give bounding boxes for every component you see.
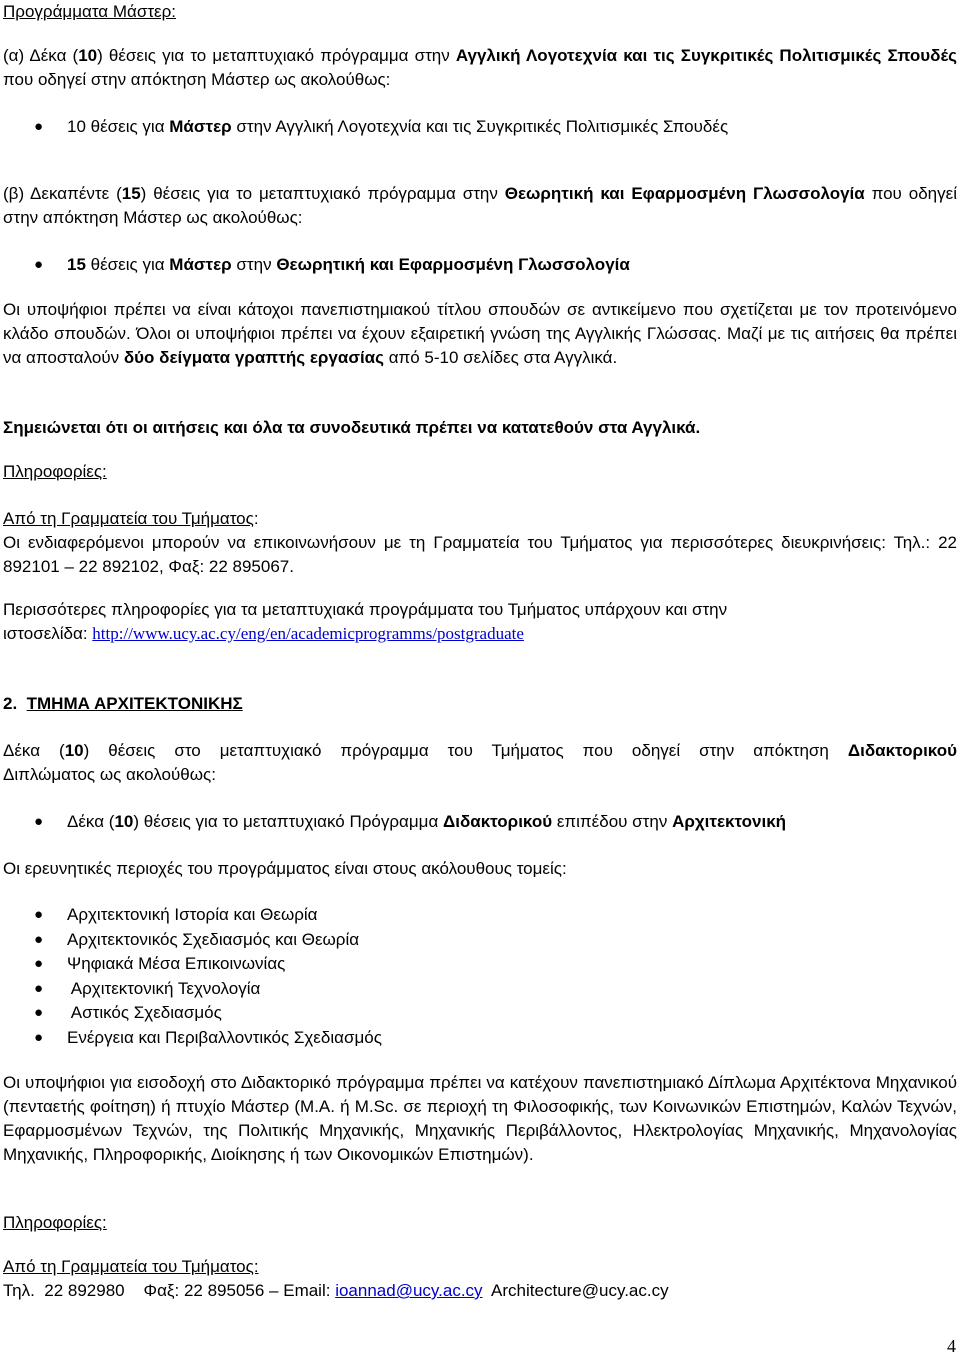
program-b-bullet-text — [67, 253, 630, 277]
requirements-paragraph — [3, 298, 957, 370]
list-item — [3, 903, 957, 928]
bullet-text-part: στην — [231, 255, 277, 274]
bullet-icon: ● — [34, 1004, 44, 1021]
bullet-icon: ● — [34, 906, 44, 923]
section-2-heading: ΤΜΗΜΑ ΑΡΧΙΤΕΚΤΟΝΙΚΗΣ — [26, 694, 243, 713]
secretariat-colon: : — [253, 509, 259, 528]
program-b-text: (β) Δεκαπέντε ( — [3, 184, 122, 203]
eligibility-paragraph: Οι υποψήφιοι για εισοδοχή στο Διδακτορικό πρόγραμμα πρέπει να κατέχουν πανεπιστημιακό Δίπλωμα Αρχιτέκτονα Μηχανικού (πενταετής φοίτηση) ή πτυχίο Μάστερ (Μ.Α. ή M.Sc. σε περιοχή τη Φιλοσοφικής, των Κοινωνικών Επιστημών, Καλών Τεχνών, Εφαρμοσμένων Τεχνών, της Πολιτικής Μηχανικής, Μηχανικής Περιβάλλοντος, Ηλεκτρολογίας Μηχανικής, Μηχανολογίας Μηχανικής, Πληροφορικής, Διοίκησης ή των Οικονομικών Επιστημών). — [3, 1073, 957, 1164]
bullet-icon: ● — [34, 118, 44, 135]
bullet-text-bold: Αρχιτεκτονική — [672, 812, 787, 831]
research-area: Ενέργεια και Περιβαλλοντικός Σχεδιασμός — [67, 1027, 382, 1047]
program-b-count: 15 — [121, 184, 141, 203]
bullet-text-part: ) θέσεις για το μεταπτυχιακό Πρόγραμμα — [133, 812, 443, 831]
research-area: Αρχιτεκτονική Τεχνολογία — [67, 978, 261, 998]
bullet-text-part: Δέκα ( — [67, 812, 115, 831]
requirements-text: Οι υποψήφιοι πρέπει να είναι κάτοχοι πανεπιστημιακού τίτλου σπουδών σε αντικείμενο που σχετίζεται με τον προτεινόμενο κλάδο σπουδών. Όλοι οι υποψήφιοι πρέπει να έχουν εξαιρετική γνώση της Αγγλικής Γλώσσας. Μαζί με τις αιτήσεις θα πρέπει να αποσταλούν — [3, 300, 957, 367]
list-item — [3, 977, 957, 1002]
program-a-text: που οδηγεί στην απόκτηση Μάστερ ως ακολούθως: — [3, 70, 391, 89]
program-a-text: ) θέσεις για το μεταπτυχιακό πρόγραμμα στην — [97, 46, 456, 65]
program-b-intro — [3, 182, 957, 230]
phd-intro-text: Δέκα ( — [3, 741, 65, 760]
bullet-icon: ● — [34, 1028, 44, 1046]
architecture-contact — [3, 1279, 957, 1303]
research-area: Ψηφιακά Μέσα Επικοινωνίας — [67, 954, 286, 973]
bullet-icon: ● — [34, 813, 44, 830]
requirements-text: από 5-10 σελίδες στα Αγγλικά. — [383, 348, 618, 367]
requirements-bold: δύο δείγματα γραπτής εργασίας — [123, 348, 384, 367]
info-heading: Πληροφορίες: — [3, 462, 107, 481]
bullet-text-bold: 10 — [114, 812, 134, 831]
bullet-text-bold: Θεωρητική και Εφαρμοσμένη Γλωσσολογία — [276, 255, 630, 274]
page-number: 4 — [947, 1336, 956, 1356]
bullet-text-part: στην Αγγλική Λογοτεχνία και τις Συγκριτικές Πολιτισμικές Σπουδές — [231, 117, 729, 136]
phd-intro-text: ) θέσεις στο μεταπτυχιακό πρόγραμμα του Τμήματος που οδηγεί στην απόκτηση — [83, 741, 848, 760]
program-a-title: Αγγλική Λογοτεχνία και τις Συγκριτικές Πολιτισμικές Σπουδές — [455, 46, 957, 65]
contact-text: Architecture@ucy.ac.cy — [482, 1281, 669, 1300]
bullet-icon: ● — [34, 256, 44, 273]
program-b-text: που οδηγεί στην απόκτηση Μάστερ ως ακολούθως: — [3, 184, 957, 227]
research-area: Αστικός Σχεδιασμός — [67, 1003, 222, 1022]
bullet-text-bold: Διδακτορικού — [443, 812, 553, 831]
secretariat-contact: Οι ενδιαφερόμενοι μπορούν να επικοινωνήσουν με τη Γραμματεία του Τμήματος για περισσότερες διευκρινήσεις: Τηλ.: 22 892101 – 22 892102, Φαξ: 22 895067. — [3, 533, 957, 576]
program-a-text: (α) Δέκα ( — [3, 46, 79, 65]
research-area: Αρχιτεκτονική Ιστορία και Θεωρία — [67, 905, 318, 924]
secretariat-heading-text: Από τη Γραμματεία του Τμήματος — [3, 509, 254, 528]
contact-text: Τηλ. 22 892980 Φαξ: 22 895056 – Email: — [3, 1281, 336, 1300]
masters-heading: Προγράμματα Μάστερ: — [3, 2, 177, 21]
program-b-text: ) θέσεις για το μεταπτυχιακό πρόγραμμα στην — [140, 184, 505, 203]
bullet-icon: ● — [34, 955, 44, 972]
research-area: Αρχιτεκτονικός Σχεδιασμός και Θεωρία — [67, 929, 360, 949]
phd-intro-line1 — [3, 739, 957, 763]
secretariat-heading-2: Από τη Γραμματεία του Τμήματος: — [3, 1257, 259, 1276]
phd-intro-count: 10 — [64, 741, 84, 760]
website-label: ιστοσελίδα: — [3, 624, 93, 643]
secretariat-heading — [3, 507, 957, 531]
list-item — [3, 952, 957, 977]
phd-intro-line2: Διπλώματος ως ακολούθως: — [3, 765, 216, 784]
website-line — [3, 622, 957, 646]
bullet-icon: ● — [34, 979, 44, 997]
bullet-icon: ● — [34, 930, 44, 948]
more-info: Περισσότερες πληροφορίες για τα μεταπτυχιακά προγράμματα του Τμήματος υπάρχουν και στην — [3, 600, 728, 619]
program-a-intro — [3, 44, 957, 92]
research-intro: Οι ερευνητικές περιοχές του προγράμματος είναι στους ακόλουθους τομείς: — [3, 859, 567, 878]
program-a-count: 10 — [78, 46, 98, 65]
program-a-bullet-text — [67, 115, 728, 139]
phd-intro-bold: Διδακτορικού — [847, 741, 957, 760]
list-item — [3, 1026, 957, 1051]
list-item — [3, 1001, 957, 1026]
bullet-text-bold: Μάστερ — [169, 117, 232, 136]
research-areas-list — [3, 903, 957, 1050]
email-link[interactable]: ioannad@ucy.ac.cy — [335, 1281, 483, 1300]
bullet-text-part: 10 θέσεις για — [67, 117, 170, 136]
english-note-text: Σημειώνεται ότι οι αιτήσεις και όλα τα συνοδευτικά πρέπει να κατατεθούν στα Αγγλικά. — [3, 418, 701, 437]
section-2-title — [3, 692, 957, 716]
english-note — [3, 416, 957, 440]
bullet-text-bold: Μάστερ — [169, 255, 232, 274]
phd-bullet-text — [67, 810, 786, 834]
info-heading-2: Πληροφορίες: — [3, 1213, 107, 1232]
program-b-title: Θεωρητική και Εφαρμοσμένη Γλωσσολογία — [504, 184, 865, 203]
section-2-number: 2. — [3, 694, 18, 713]
bullet-text-part: επιπέδου στην — [552, 812, 673, 831]
list-item — [3, 928, 957, 953]
bullet-text-part: θέσεις για — [85, 255, 170, 274]
bullet-text-bold: 15 — [67, 255, 86, 274]
website-link[interactable]: http://www.ucy.ac.cy/eng/en/academicprogramms/postgraduate — [92, 624, 524, 643]
